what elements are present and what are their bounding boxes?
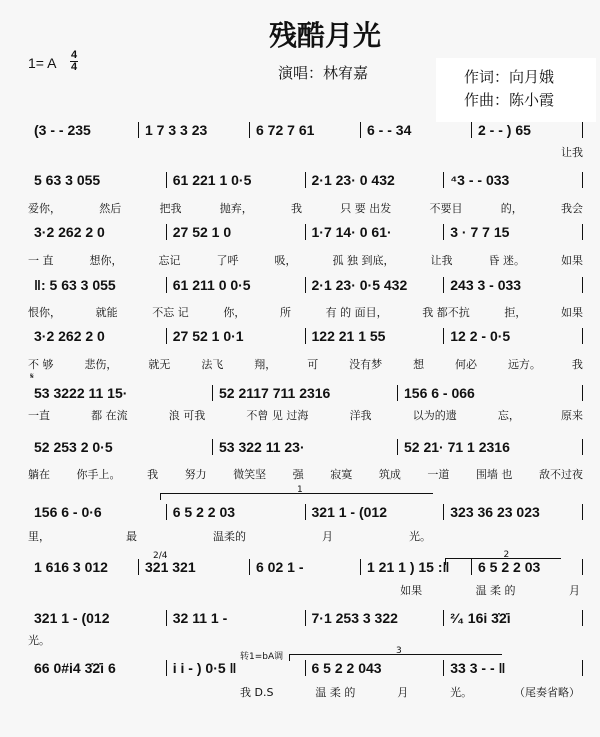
barline: [582, 328, 583, 344]
lyric: （尾奏省略）: [513, 686, 580, 699]
modulation-mark: 转1=bA调: [240, 652, 284, 662]
lyric: 温 柔 的: [315, 686, 356, 699]
lyric: 忘记: [158, 254, 181, 267]
measure: 1·7 14· 0 61·: [311, 224, 392, 240]
lyric: 温 柔 的: [475, 584, 516, 597]
lyric: 没有梦: [349, 358, 383, 371]
measure: 53 322 11 23·: [219, 439, 305, 455]
lyric: 躺在: [28, 468, 50, 481]
lyric: 原来: [560, 409, 583, 422]
measure: 6 5 2 2 03: [478, 559, 541, 575]
measure: 321 1 - (012: [34, 610, 110, 626]
time-bottom: 4: [70, 61, 78, 73]
measure: 32 11 1 -: [172, 610, 228, 626]
lyrics-line: [28, 252, 583, 268]
lyric: 把我: [159, 202, 182, 215]
lyric: 微笑坚: [233, 468, 267, 481]
measure: 3·2 262 2 0: [34, 224, 105, 240]
notation-row: [28, 660, 583, 676]
volta-1: [160, 485, 433, 500]
measure: ‖: 5 63 3 055: [34, 277, 116, 293]
lyric: 可: [307, 358, 319, 371]
lyric: 就能: [95, 306, 118, 319]
lyric: 孤 独 到底，: [332, 254, 395, 267]
lyric: 月: [322, 530, 333, 543]
lyric: 洋我: [349, 409, 372, 422]
measure: 6 5 2 2 043: [311, 660, 382, 676]
measure: 1 21 1 ) 15 :‖: [367, 559, 450, 575]
lyric: 不忘 记: [152, 306, 189, 319]
volta-1-label: 1: [297, 485, 303, 495]
measure: 61 211 0 0·5: [172, 277, 251, 293]
lyric: 光。: [28, 634, 50, 647]
lyric: 光。: [450, 686, 473, 699]
lyric: 你手上。: [76, 468, 121, 481]
lyric: 让我: [561, 146, 583, 159]
barline: [582, 559, 583, 575]
key-signature: 1= A: [28, 55, 57, 71]
time-signature: [70, 50, 78, 73]
measure: 61 221 1 0·5: [172, 172, 252, 188]
measure: 52 21· 71 1 2316: [404, 439, 510, 455]
measure: 53 3222 11 15·: [34, 385, 128, 401]
lyric: 悲伤，: [84, 358, 118, 371]
lyric: 浪 可我: [168, 409, 206, 422]
barline: [582, 504, 583, 520]
lyric: 忘，: [497, 409, 520, 422]
lyric: 一 直: [28, 254, 54, 267]
lyric: 如果: [561, 254, 583, 267]
measure: 2·1 23· 0 432: [311, 172, 395, 188]
lyric: 温柔的: [213, 530, 246, 543]
measure: ⁴3 - - 033: [450, 172, 510, 188]
lyrics-line: [28, 528, 583, 544]
lyric: 光。: [409, 530, 431, 543]
measure: ²⁄₄ 16i 3̇2̇i: [450, 610, 511, 626]
lyric: 不要目: [429, 202, 463, 215]
lyricist: 作词：向月娥: [464, 68, 555, 86]
lyrics-line: [28, 466, 583, 482]
notation-row: [28, 504, 583, 520]
measure: 27 52 1 0: [172, 224, 232, 240]
lyrics-line: [240, 684, 580, 700]
lyric: 筑成: [378, 468, 401, 481]
lyric: 围墙 也: [475, 468, 513, 481]
notation-row: [28, 610, 583, 626]
barline: [582, 385, 583, 401]
lyric: 只 要 出发: [340, 202, 392, 215]
lyric: 想你，: [89, 254, 123, 267]
lyric: 让我: [430, 254, 453, 267]
measure: 1 616 3 012: [34, 559, 108, 575]
lyric: 所: [280, 306, 291, 319]
lyric: 如果: [400, 584, 423, 597]
measure: (3 - - 235: [34, 122, 91, 138]
barline: [582, 277, 583, 293]
lyric: 吸，: [274, 254, 297, 267]
lyrics-line: [28, 356, 583, 372]
barline: [582, 660, 583, 676]
lyric: 拒，: [504, 306, 527, 319]
barline: [582, 122, 583, 138]
lyric: 的，: [500, 202, 523, 215]
lyrics-line: [28, 632, 68, 648]
lyric: 努力: [184, 468, 207, 481]
lyric: 就无: [148, 358, 171, 371]
notation-row: [28, 122, 583, 138]
barline: [582, 172, 583, 188]
barline: [582, 224, 583, 240]
lyric: 你，: [223, 306, 246, 319]
measure: 122 21 1 55: [311, 328, 386, 344]
lyric: 翔，: [254, 358, 277, 371]
measure: 52 2117 711 2316: [219, 385, 331, 401]
notation-row: [28, 224, 583, 240]
measure: 6 02 1 -: [256, 559, 304, 575]
measure: 2 - - ) 65: [478, 122, 531, 138]
lyric: 远方。: [507, 358, 541, 371]
notation-row: [28, 277, 583, 293]
lyric: 了呼: [216, 254, 239, 267]
meter-change: 2/4: [153, 551, 168, 561]
notation-row: [28, 172, 583, 188]
lyric: 不曾 见 过海: [246, 409, 309, 422]
lyric: 我: [147, 468, 159, 481]
measure: 156 6 - 066: [404, 385, 475, 401]
lyrics-line: [28, 304, 583, 320]
lyric: 月: [568, 584, 580, 597]
lyric: 以为的遗: [412, 409, 457, 422]
measure: i i - ) 0·5 ‖: [172, 660, 237, 676]
notation-row: [28, 385, 583, 401]
volta-2: [445, 550, 561, 565]
barline: [582, 610, 583, 626]
lyric: 月: [397, 686, 409, 699]
measure: 1 7 3 3 23: [145, 122, 208, 138]
lyric: 里，: [28, 530, 50, 543]
measure: 156 6 - 0·6: [34, 504, 102, 520]
credits: [436, 58, 596, 122]
notation-row: [28, 328, 583, 344]
measure: 52 253 2 0·5: [34, 439, 113, 455]
lyric: 一道: [427, 468, 450, 481]
lyrics-line: [28, 144, 583, 160]
lyric: 不 够: [28, 358, 54, 371]
lyric: 抛弃，: [219, 202, 253, 215]
measure: 7·1 253 3 322: [311, 610, 398, 626]
singer: 演唱：林宥嘉: [278, 64, 369, 82]
time-top: 4: [70, 49, 78, 61]
volta-3-label: 3: [396, 646, 402, 656]
notation-row: [28, 439, 583, 455]
lyrics-line: [28, 200, 583, 216]
measure: 6 72 7 61: [256, 122, 315, 138]
lyrics-line: [28, 407, 583, 423]
lyric: 爱你，: [28, 202, 61, 215]
measure: 66 0#i4 3̇2̇i 6: [34, 660, 116, 676]
lyric: 一直: [28, 409, 50, 422]
lyric: 有 的 面目，: [325, 306, 388, 319]
measure: 2·1 23· 0·5 432: [311, 277, 408, 293]
measure: 3·2 262 2 0: [34, 328, 105, 344]
volta-3: [289, 646, 502, 661]
lyric: 我: [291, 202, 302, 215]
measure: 323 36 23 023: [450, 504, 540, 520]
lyric: 法飞: [201, 358, 224, 371]
lyric: 强: [292, 468, 304, 481]
lyric: 我 都不抗: [422, 306, 470, 319]
lyric: 如果: [561, 306, 583, 319]
lyric: 昏 迷。: [488, 254, 525, 267]
lyric: 恨你，: [28, 306, 61, 319]
lyric: 我 D.S: [240, 686, 274, 699]
measure: 12 2 - 0·5: [450, 328, 511, 344]
measure: 33 3 - - ‖: [450, 660, 506, 676]
song-title: 残酷月光: [268, 19, 381, 52]
lyric: 我: [571, 358, 583, 371]
measure: 321 1 - (012: [311, 504, 387, 520]
composer: 作曲：陈小霞: [464, 91, 555, 109]
lyrics-line: [240, 582, 580, 598]
lyric: 敌不过夜: [538, 468, 583, 481]
measure: 6 - - 34: [367, 122, 412, 138]
measure: 27 52 1 0·1: [172, 328, 244, 344]
measure: 6 5 2 2 03: [172, 504, 236, 520]
measure: 321 321: [145, 559, 196, 575]
lyric: 寂寞: [330, 468, 353, 481]
volta-2-label: 2: [503, 550, 510, 560]
measure: 5 63 3 055: [34, 172, 101, 188]
lyric: 都 在流: [91, 409, 128, 422]
lyric: 何必: [455, 358, 477, 371]
lyric: 我会: [561, 202, 583, 215]
measure: 3 · 7 7 15: [450, 224, 510, 240]
lyric: 想: [413, 358, 425, 371]
measure: 243 3 - 033: [450, 277, 522, 293]
segno-mark: 𝄋: [30, 372, 34, 382]
barline: [582, 439, 583, 455]
lyric: 然后: [99, 202, 122, 215]
lyric: 最: [126, 530, 137, 543]
